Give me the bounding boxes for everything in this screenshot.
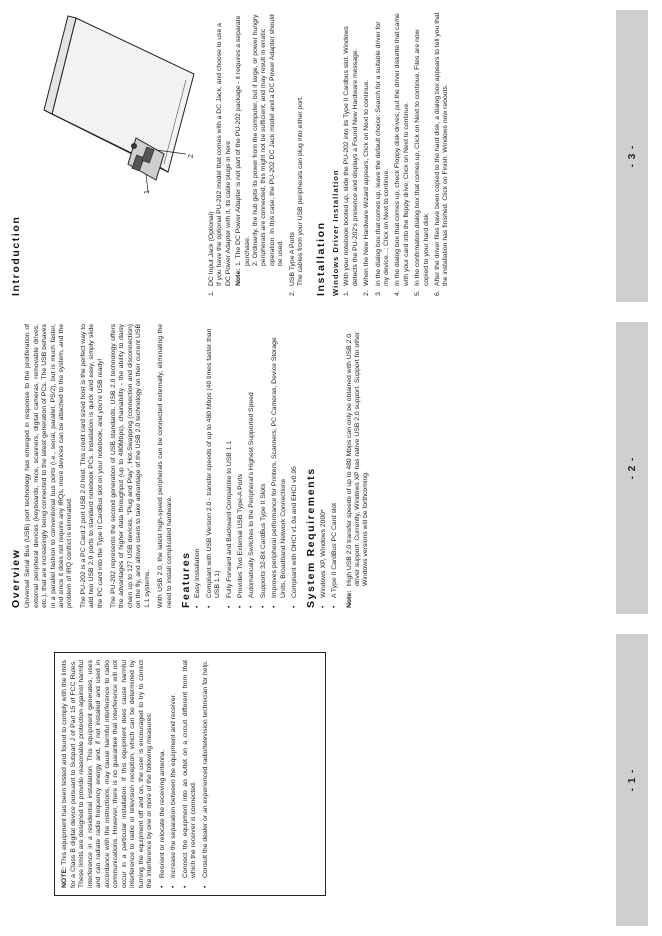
list-item: • Windows XP, Windows 2000* [320,324,328,608]
note-text: 1. The DC Power Adapter is not part of the PU-202 package - it requires a separate purchase. [235,15,251,266]
note-label: Note: [235,268,243,286]
figure-label-2: 2 [188,154,195,158]
page-number: - 2 - [626,456,638,480]
step-text: In the dialog box that comes up, check Floppy disk drives; put the driver diskette that came with your card into the floppy drive; Click on Next to continue. [394,13,410,286]
overview-heading: Overview [10,548,22,608]
note-text: 2. Ordinarily, the hub gets its power from the computer, but if large, or power hungry peripherals are connected, this might not be sufficient, and may result in erratic operation. In this case, the PU-202 DC Jack model and a DC Power Adapter should be used. [252,14,285,266]
list-item [289,12,306,296]
list-item: • Fully Forward and Backward Compatible to USB 1.1 [226,324,234,608]
list-item: 5. In the confirmation dialog box that comes up, Click on Next to continue. Files are now copied to your hard disk. [414,29,430,296]
features-heading: Features [179,551,192,608]
step-text: With your notebook booted up, slide the PU-202 into its Type II Cardbus slot. Windows detects the PU-202's presence and displays a Found New Hardware message. [343,26,359,286]
item-note [235,12,285,286]
fcc-paragraph [61,660,155,888]
overview-paragraph: With USB 2.0, the latest high-speed peripherals can be connected externally, eliminating the need to install complicated hardware. [157,324,173,608]
list-item: 2. When the New Hardware Wizard appears, Click on Next to continue. [363,79,371,296]
overview-paragraph: The PU-202 is a PC Card 2 port USB 2.0 host. This credit card sized host is the perfect way to add two USB 2.0 ports to standard notebook PCs. Installation is quick and easy, simply slide the PC card into the Type II CardBus slot on your notebook, and you're USB ready! [79,324,104,608]
overview-paragraph: The PU-202 represents the second generation of USB standards. USB 2.0 technology offers the advantages of higher data throughput (up to 480Mbps), chainability - the ability to daisy chain up to 127 USB devices, "Plug and Play", Hot-Swapping (connection and disconnection) on the fly, and allows users to take advantage of the USB 2.0 technology on their current USB 1.1 systems. [110,324,151,608]
step-text: After the driver files have been copied to the hard disk, a dialog box appears to tell you that the installation has finished. Click on Finish. Windows now reboots. [433,12,450,286]
item-title: DC Input Jack (Optional) [208,211,215,286]
installation-heading: Installation [315,221,328,296]
list-item: • Connect the equipment into an outlet on a circuit different from that which the receiver is connected. [182,660,199,888]
list-item: • Provides Two External USB Type-A Ports [237,324,245,608]
step-text: In the dialog box that comes up, leave the default choice: Search for a suitable driver for my device...; Click on Next to continue. [374,21,390,286]
features-list [194,324,299,608]
fcc-note-label: NOTE: [61,866,68,888]
introduction-items [208,12,454,296]
manual-page-2 [0,312,662,624]
item-body: The cables from your USB peripherals can plug into either port. [297,95,305,286]
item-number: 1. [208,290,215,296]
manual-page-1 [0,624,662,936]
list-item: • A Type II CardBus PC Card slot [331,324,339,608]
note-label: Note: [345,590,353,608]
page-number: - 1 - [626,768,638,792]
manual-page-3 [0,0,662,312]
installation-steps [343,12,450,296]
overview-paragraph: Universal Serial Bus (USB) port technology has emerged in response to the proliferation of external peripheral devices (keyboards, mice, scanners, digital cameras, removable drives, etc.), that are increasingly being connected to the latest generation of PCs. The USB behaves in a parallel fashion to conventional bus ports (i.e., serial, parallel, PS/2), but is much faster, and since it does not require any IRQs, more devices can be attached to the system, and the problem of IRQ conflict is eliminated. [24,324,74,608]
list-item: • Compliant with OHCI v1.0a and EHCI v0.95 [291,324,299,608]
list-item: 1. With your notebook booted up, slide the PU-202 into its Type II Cardbus slot. Windows detects the PU-202's presence and displays a Found New Hardware message. [343,26,359,296]
list-item: • Compliant with USB Version 2.0 - transfer speeds of up to 480 Mbps (40 times faster than USB 1.1) [206,324,223,608]
introduction-heading: Introduction [10,215,22,296]
system-requirements-list [320,324,340,608]
item-body: If you have the optional PU-202 model that comes with a DC Jack, and choose to use a DC Power Adapter with it, its cable plugs in here [216,23,232,286]
list-item: • Increase the separation between the equipment and receiver. [170,660,179,888]
page-number: - 3 - [626,144,638,168]
list-item [208,12,286,296]
item-number: 2. [288,290,296,296]
pc-card-illustration [18,14,204,194]
figure-label-1: 1 [144,190,151,194]
list-item: • Improves peripheral performance for Printers, Scanners, PC Cameras, Device Storage Units, Broadband Network Connections [271,324,288,608]
list-item: 4. In the dialog box that comes up, check Floppy disk drives; put the driver diskette that came with your card into the floppy drive; Click on Next to continue. [394,13,410,296]
page-number-band [616,634,648,926]
page-number-band [616,322,648,614]
list-item: • Automatically Switches to the Peripheral's Highest Supported Speed [248,324,256,608]
windows-driver-heading: Windows Driver Installation [330,169,340,296]
system-requirements-heading: System Requirements [305,467,318,608]
introduction-list [208,12,305,296]
list-item: • Consult the dealer or an experienced radio/television technician for help. [202,660,211,888]
step-text: When the New Hardware Wizard appears, Click on Next to continue. [363,79,371,286]
fcc-note-text: This equipment has been tested and found to comply with the limits for a Class B digital device pursuant to Subpart J of Part 15 of FCC Rules. These limits are designed to provide reasonable protection against harmful interference in a residential installation. This equipment generates, uses and can radiate radio frequency energy and, if not installed and used in accordance with the instructions, may cause harmful interference to radio communications. However, there is no guarantee that interference will not occur in a particular installation. If this equipment does cause harmful interference to radio or television reception, which can be determined by turning the equipment off and on, the user is encouraged to try to correct the interference by one or more of the following measures: [61,660,153,888]
fcc-notice-box [54,652,326,896]
fcc-measures-list [159,660,211,888]
item-title: USB Type A Ports [288,232,296,286]
list-item: • Easy Installation [194,324,202,608]
page-3-content [12,186,24,296]
page-number-band [616,10,648,302]
note-text: High USB 2.0 transfer speeds of up to 480 Mbps can only be obtained with USB 2.0 driver support. Currently, Windows XP has native USB 2.0 support. Support for other Windows versions will be forthcoming. [345,332,370,586]
list-item: 3. In the dialog box that comes up, leave the default choice: Search for a suitable driver for my device...; Click on Next to continue. [374,21,390,296]
list-item: • Reorient or relocate the receiving antenna. [159,660,168,888]
list-item: 6. After the driver files have been copied to the hard disk, a dialog box appears to tell you that the installation has finished. Click on Finish. Windows now reboots. [433,12,450,296]
list-item: • Supports 32-Bit CardBus Type II Slots [260,324,268,608]
pc-card-drawing [18,14,204,194]
system-requirements-note [346,324,371,608]
step-text: In the confirmation dialog box that comes up, Click on Next to continue. Files are now copied to your hard disk. [414,29,430,286]
page-2-content [12,324,371,608]
